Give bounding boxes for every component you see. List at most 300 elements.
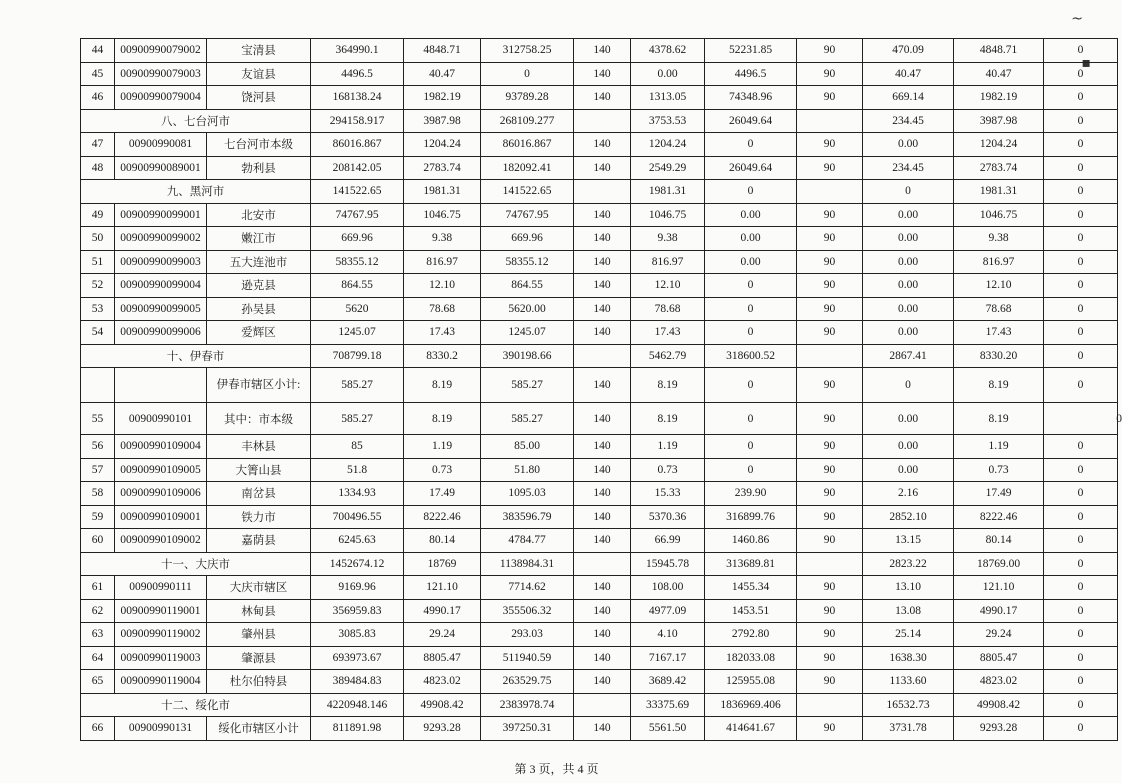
value-col-c: 85.00 [481, 435, 574, 459]
value-col-j: 0 [1044, 368, 1118, 403]
value-col-d: 140 [574, 403, 631, 435]
value-col-f: 239.90 [705, 482, 797, 506]
value-col-e: 7167.17 [631, 646, 705, 670]
code-cell: 00900990109005 [115, 458, 207, 482]
value-col-i: 1982.19 [954, 86, 1044, 110]
value-col-b: 12.10 [404, 274, 481, 298]
value-col-i: 4990.17 [954, 599, 1044, 623]
code-cell: 00900990079002 [115, 39, 207, 63]
table-row [81, 435, 1118, 459]
value-col-j: 0 [1044, 576, 1118, 600]
value-col-g: 90 [797, 435, 863, 459]
table-row [81, 274, 1118, 298]
value-col-h: 13.15 [863, 529, 954, 553]
code-cell: 00900990081 [115, 133, 207, 157]
value-col-g: 90 [797, 62, 863, 86]
value-col-d: 140 [574, 321, 631, 345]
value-col-d: 140 [574, 133, 631, 157]
scan-mark-top-right: ~ [1071, 11, 1083, 27]
value-col-c: 293.03 [481, 623, 574, 647]
value-col-a: 86016.867 [311, 133, 404, 157]
value-col-d: 140 [574, 86, 631, 110]
index-cell: 52 [81, 274, 115, 298]
value-col-g: 90 [797, 482, 863, 506]
value-col-a: 700496.55 [311, 505, 404, 529]
group-row [81, 693, 1118, 717]
value-col-a: 364990.1 [311, 39, 404, 63]
value-col-j: 0 [1044, 670, 1118, 694]
group-row [81, 180, 1118, 204]
value-col-a: 51.8 [311, 458, 404, 482]
value-col-h: 2867.41 [863, 344, 954, 368]
value-col-c: 585.27 [481, 368, 574, 403]
value-col-a: 4496.5 [311, 62, 404, 86]
name-cell: 爱辉区 [207, 321, 311, 345]
value-col-f: 0 [705, 435, 797, 459]
value-col-g [797, 180, 863, 204]
group-name: 九、黑河市 [81, 180, 311, 204]
value-col-j: 0 [1044, 86, 1118, 110]
index-cell: 57 [81, 458, 115, 482]
index-cell: 58 [81, 482, 115, 506]
value-col-i: 121.10 [954, 576, 1044, 600]
value-col-i: 3987.98 [954, 109, 1044, 133]
value-col-i: 17.43 [954, 321, 1044, 345]
name-cell: 宝清县 [207, 39, 311, 63]
group-row [81, 344, 1118, 368]
value-col-a: 811891.98 [311, 717, 404, 741]
value-col-e: 1046.75 [631, 203, 705, 227]
name-cell: 大箐山县 [207, 458, 311, 482]
value-col-b: 9293.28 [404, 717, 481, 741]
value-col-a: 864.55 [311, 274, 404, 298]
value-col-c: 390198.66 [481, 344, 574, 368]
subtotal-label: 伊春市辖区小计: [207, 368, 311, 403]
table-row [81, 670, 1118, 694]
value-col-a: 141522.65 [311, 180, 404, 204]
value-col-d: 140 [574, 62, 631, 86]
value-col-g: 90 [797, 39, 863, 63]
value-col-e: 78.68 [631, 297, 705, 321]
value-col-b: 18769 [404, 552, 481, 576]
code-cell: 00900990109001 [115, 505, 207, 529]
index-cell: 45 [81, 62, 115, 86]
value-col-h: 13.08 [863, 599, 954, 623]
value-col-d [574, 693, 631, 717]
value-col-c: 511940.59 [481, 646, 574, 670]
value-col-g: 90 [797, 274, 863, 298]
value-col-f: 125955.08 [705, 670, 797, 694]
value-col-d [574, 552, 631, 576]
value-col-h: 40.47 [863, 62, 954, 86]
value-col-a: 208142.05 [311, 156, 404, 180]
value-col-c: 7714.62 [481, 576, 574, 600]
value-col-a: 6245.63 [311, 529, 404, 553]
value-col-e: 3753.53 [631, 109, 705, 133]
value-col-a: 1452674.12 [311, 552, 404, 576]
value-col-f: 0 [705, 403, 797, 435]
value-col-f: 26049.64 [705, 156, 797, 180]
index-cell: 60 [81, 529, 115, 553]
value-col-j: 0 [1044, 156, 1118, 180]
value-col-g [797, 109, 863, 133]
value-col-a: 85 [311, 435, 404, 459]
value-col-b: 0.73 [404, 458, 481, 482]
value-col-d [574, 180, 631, 204]
group-name: 十、伊春市 [81, 344, 311, 368]
value-col-d: 140 [574, 599, 631, 623]
value-col-f: 1836969.406 [705, 693, 797, 717]
value-col-j: 0 [1044, 693, 1118, 717]
value-col-j: 0 [1044, 529, 1118, 553]
value-col-j: 0 [1044, 274, 1118, 298]
value-col-j: 0 [1044, 646, 1118, 670]
value-col-c: 51.80 [481, 458, 574, 482]
value-col-c: 5620.00 [481, 297, 574, 321]
value-col-b: 8.19 [404, 368, 481, 403]
code-cell: 00900990079004 [115, 86, 207, 110]
value-col-a: 294158.917 [311, 109, 404, 133]
value-col-i: 4823.02 [954, 670, 1044, 694]
index-cell: 63 [81, 623, 115, 647]
name-cell: 肇源县 [207, 646, 311, 670]
name-cell: 嘉荫县 [207, 529, 311, 553]
value-col-g: 90 [797, 133, 863, 157]
value-col-g: 90 [797, 368, 863, 403]
value-col-j: 0 [1044, 227, 1118, 251]
value-col-c: 141522.65 [481, 180, 574, 204]
value-col-b: 1981.31 [404, 180, 481, 204]
value-col-d: 140 [574, 203, 631, 227]
value-col-c: 355506.32 [481, 599, 574, 623]
value-col-c: 585.27 [481, 403, 574, 435]
value-col-j: 0 [1044, 62, 1118, 86]
index-cell: 49 [81, 203, 115, 227]
index-cell: 51 [81, 250, 115, 274]
index-cell: 61 [81, 576, 115, 600]
index-cell: 48 [81, 156, 115, 180]
name-cell: 大庆市辖区 [207, 576, 311, 600]
value-col-j: 0 [1044, 297, 1118, 321]
value-col-b: 3987.98 [404, 109, 481, 133]
code-cell: 00900990119004 [115, 670, 207, 694]
index-cell: 44 [81, 39, 115, 63]
value-col-b: 8805.47 [404, 646, 481, 670]
value-col-e: 5370.36 [631, 505, 705, 529]
value-col-e: 108.00 [631, 576, 705, 600]
value-col-c: 1138984.31 [481, 552, 574, 576]
index-cell: 56 [81, 435, 115, 459]
value-col-a: 585.27 [311, 368, 404, 403]
code-cell: 00900990099006 [115, 321, 207, 345]
value-col-g: 90 [797, 576, 863, 600]
index-cell: 55 [81, 403, 115, 435]
value-col-j: 0 [1044, 109, 1118, 133]
value-col-j: 0 [1044, 321, 1118, 345]
value-col-i: 8.19 [954, 403, 1044, 435]
value-col-a: 708799.18 [311, 344, 404, 368]
code-cell: 00900990131 [115, 717, 207, 741]
value-col-e: 3689.42 [631, 670, 705, 694]
index-cell: 53 [81, 297, 115, 321]
value-col-f: 1455.34 [705, 576, 797, 600]
value-col-g: 90 [797, 297, 863, 321]
value-col-e: 8.19 [631, 368, 705, 403]
value-col-d: 140 [574, 250, 631, 274]
value-col-f: 0 [705, 321, 797, 345]
value-col-g: 90 [797, 599, 863, 623]
index-cell: 66 [81, 717, 115, 741]
value-col-h: 2852.10 [863, 505, 954, 529]
value-col-b: 1204.24 [404, 133, 481, 157]
value-col-j: 0 [1044, 482, 1118, 506]
value-col-i: 1.19 [954, 435, 1044, 459]
value-col-f: 313689.81 [705, 552, 797, 576]
value-col-d: 140 [574, 482, 631, 506]
name-cell: 铁力市 [207, 505, 311, 529]
table-row [81, 133, 1118, 157]
value-col-b: 4990.17 [404, 599, 481, 623]
value-col-b: 8222.46 [404, 505, 481, 529]
value-col-d: 140 [574, 458, 631, 482]
value-col-i: 17.49 [954, 482, 1044, 506]
value-col-h: 0.00 [863, 203, 954, 227]
value-col-g: 90 [797, 670, 863, 694]
value-col-d: 140 [574, 227, 631, 251]
name-cell: 丰林县 [207, 435, 311, 459]
value-col-e: 4.10 [631, 623, 705, 647]
value-col-f: 52231.85 [705, 39, 797, 63]
table-row [81, 529, 1118, 553]
value-col-a: 693973.67 [311, 646, 404, 670]
table-body [81, 39, 1122, 741]
value-col-j: 0 [1044, 39, 1118, 63]
value-col-a: 5620 [311, 297, 404, 321]
value-col-i: 9.38 [954, 227, 1044, 251]
value-col-i: 1046.75 [954, 203, 1044, 227]
table-row [81, 62, 1118, 86]
value-col-b: 49908.42 [404, 693, 481, 717]
value-col-j [1044, 403, 1122, 435]
code-cell: 00900990099004 [115, 274, 207, 298]
value-col-e: 5561.50 [631, 717, 705, 741]
value-col-a: 356959.83 [311, 599, 404, 623]
value-col-e: 15.33 [631, 482, 705, 506]
value-col-h: 25.14 [863, 623, 954, 647]
table-row [81, 623, 1118, 647]
value-col-h: 0 [863, 368, 954, 403]
value-col-b: 8.19 [404, 403, 481, 435]
value-col-h: 13.10 [863, 576, 954, 600]
value-col-e: 1981.31 [631, 180, 705, 204]
value-col-i: 12.10 [954, 274, 1044, 298]
code-cell: 00900990089001 [115, 156, 207, 180]
index-cell: 59 [81, 505, 115, 529]
code-cell: 00900990111 [115, 576, 207, 600]
value-col-c: 669.96 [481, 227, 574, 251]
scan-mark-right: ▪ [1081, 55, 1091, 71]
value-col-g: 90 [797, 717, 863, 741]
value-col-g: 90 [797, 529, 863, 553]
value-col-e: 17.43 [631, 321, 705, 345]
value-col-c: 397250.31 [481, 717, 574, 741]
value-col-h: 0 [863, 180, 954, 204]
value-col-f: 0.00 [705, 250, 797, 274]
value-col-i: 40.47 [954, 62, 1044, 86]
value-col-e: 33375.69 [631, 693, 705, 717]
value-col-h: 0.00 [863, 435, 954, 459]
code-cell: 00900990099003 [115, 250, 207, 274]
value-col-e: 4977.09 [631, 599, 705, 623]
table-row [81, 646, 1118, 670]
value-col-g: 90 [797, 156, 863, 180]
value-col-a: 9169.96 [311, 576, 404, 600]
value-col-c: 0 [481, 62, 574, 86]
value-col-b: 17.43 [404, 321, 481, 345]
value-col-e: 2549.29 [631, 156, 705, 180]
value-col-j: 0 [1044, 458, 1118, 482]
value-col-j: 0 [1044, 717, 1118, 741]
value-col-g: 90 [797, 203, 863, 227]
value-col-i: 49908.42 [954, 693, 1044, 717]
value-col-h: 0.00 [863, 297, 954, 321]
index-cell: 54 [81, 321, 115, 345]
value-col-h: 2823.22 [863, 552, 954, 576]
value-col-g: 90 [797, 458, 863, 482]
value-col-d: 140 [574, 717, 631, 741]
index-cell: 62 [81, 599, 115, 623]
code-cell: 00900990109006 [115, 482, 207, 506]
table-row [81, 717, 1118, 741]
name-cell: 友谊县 [207, 62, 311, 86]
value-col-d: 140 [574, 529, 631, 553]
name-cell: 嫩江市 [207, 227, 311, 251]
table-row [81, 599, 1118, 623]
value-col-i: 1204.24 [954, 133, 1044, 157]
value-col-d: 140 [574, 156, 631, 180]
value-col-i: 9293.28 [954, 717, 1044, 741]
table-row [81, 403, 1118, 435]
group-name: 八、七台河市 [81, 109, 311, 133]
value-col-i: 78.68 [954, 297, 1044, 321]
code-cell: 00900990109002 [115, 529, 207, 553]
name-cell: 勃利县 [207, 156, 311, 180]
value-col-j: 0 [1044, 435, 1118, 459]
value-col-d [574, 109, 631, 133]
value-col-c: 1095.03 [481, 482, 574, 506]
table-row [81, 458, 1118, 482]
value-col-a: 389484.83 [311, 670, 404, 694]
index-cell [81, 368, 115, 403]
value-col-g: 90 [797, 623, 863, 647]
table-row [81, 250, 1118, 274]
value-col-f: 1460.86 [705, 529, 797, 553]
code-cell: 00900990079003 [115, 62, 207, 86]
value-col-h: 0.00 [863, 321, 954, 345]
code-cell: 00900990119003 [115, 646, 207, 670]
value-col-c: 58355.12 [481, 250, 574, 274]
value-col-f: 26049.64 [705, 109, 797, 133]
name-cell: 杜尔伯特县 [207, 670, 311, 694]
value-col-h: 0.00 [863, 458, 954, 482]
value-col-i: 80.14 [954, 529, 1044, 553]
index-cell: 65 [81, 670, 115, 694]
value-col-h: 0.00 [863, 403, 954, 435]
value-col-i: 4848.71 [954, 39, 1044, 63]
table-row [81, 482, 1118, 506]
value-col-e: 4378.62 [631, 39, 705, 63]
name-cell: 绥化市辖区小计 [207, 717, 311, 741]
value-col-b: 2783.74 [404, 156, 481, 180]
value-col-j: 0 [1044, 552, 1118, 576]
value-col-g: 90 [797, 250, 863, 274]
value-col-j: 0 [1044, 623, 1118, 647]
code-cell [115, 368, 207, 403]
value-col-h: 2.16 [863, 482, 954, 506]
value-col-e: 1.19 [631, 435, 705, 459]
value-col-h: 0.00 [863, 227, 954, 251]
group-name: 十二、绥化市 [81, 693, 311, 717]
value-col-b: 1046.75 [404, 203, 481, 227]
value-col-e: 1313.05 [631, 86, 705, 110]
value-col-a: 168138.24 [311, 86, 404, 110]
value-col-c: 86016.867 [481, 133, 574, 157]
value-col-f: 318600.52 [705, 344, 797, 368]
value-col-e: 0.00 [631, 62, 705, 86]
value-col-a: 3085.83 [311, 623, 404, 647]
value-col-b: 80.14 [404, 529, 481, 553]
value-col-j: 0 [1044, 203, 1118, 227]
value-col-b: 4848.71 [404, 39, 481, 63]
table-row [81, 39, 1118, 63]
table-row [81, 156, 1118, 180]
value-col-d: 140 [574, 297, 631, 321]
value-col-f: 414641.67 [705, 717, 797, 741]
value-col-b: 78.68 [404, 297, 481, 321]
group-row [81, 109, 1118, 133]
subtotal-row [81, 368, 1118, 403]
value-col-j: 0 [1044, 133, 1118, 157]
code-cell: 00900990099005 [115, 297, 207, 321]
value-col-a: 1245.07 [311, 321, 404, 345]
value-col-d: 140 [574, 39, 631, 63]
value-col-g: 90 [797, 646, 863, 670]
value-col-a: 58355.12 [311, 250, 404, 274]
value-col-f: 4496.5 [705, 62, 797, 86]
value-col-e: 816.97 [631, 250, 705, 274]
value-col-c: 268109.277 [481, 109, 574, 133]
table-row [81, 203, 1118, 227]
value-col-d: 140 [574, 576, 631, 600]
value-col-a: 74767.95 [311, 203, 404, 227]
value-col-f: 182033.08 [705, 646, 797, 670]
value-col-f: 0 [705, 274, 797, 298]
value-col-h: 0.00 [863, 250, 954, 274]
value-col-i: 8805.47 [954, 646, 1044, 670]
value-col-d: 140 [574, 505, 631, 529]
value-col-j: 0 [1044, 599, 1118, 623]
table-row [81, 297, 1118, 321]
value-col-f: 1453.51 [705, 599, 797, 623]
value-col-f: 0 [705, 180, 797, 204]
value-col-c: 182092.41 [481, 156, 574, 180]
table-row [81, 227, 1118, 251]
value-col-c: 74767.95 [481, 203, 574, 227]
value-col-e: 1204.24 [631, 133, 705, 157]
value-col-g: 90 [797, 321, 863, 345]
value-col-g: 90 [797, 86, 863, 110]
name-cell: 南岔县 [207, 482, 311, 506]
